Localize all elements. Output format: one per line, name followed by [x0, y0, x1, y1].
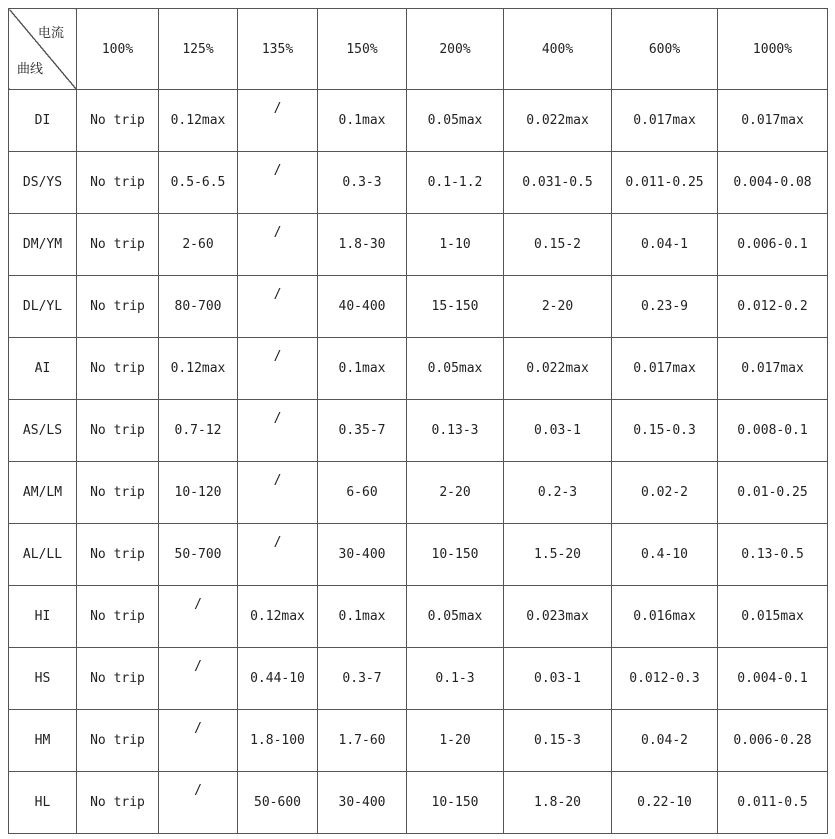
table-cell: 0.012-0.3: [612, 648, 718, 710]
table-row: [9, 276, 828, 338]
table-cell: 0.017max: [612, 90, 718, 152]
curve-label-cell: AS/LS: [9, 400, 77, 462]
table-cell: 0.031-0.5: [504, 152, 612, 214]
table-cell: 0.04-2: [612, 710, 718, 772]
table-cell: [159, 710, 238, 772]
table-cell: 0.05max: [407, 338, 504, 400]
table-row: [9, 90, 828, 152]
not-applicable-mark: /: [194, 783, 202, 798]
not-applicable-mark: /: [273, 473, 282, 488]
table-row: [9, 400, 828, 462]
table-cell: 0.04-1: [612, 214, 718, 276]
not-applicable-mark: /: [194, 659, 202, 674]
table-cell: 2-60: [159, 214, 238, 276]
table-cell: [238, 400, 318, 462]
not-applicable-mark: /: [273, 163, 282, 178]
table-cell: 0.016max: [612, 586, 718, 648]
table-cell: No trip: [77, 400, 159, 462]
table-cell: 1-10: [407, 214, 504, 276]
not-applicable-mark: /: [194, 597, 202, 612]
column-header: 135%: [238, 9, 318, 90]
table-cell: [238, 152, 318, 214]
table-cell: No trip: [77, 338, 159, 400]
table-cell: 10-120: [159, 462, 238, 524]
table-cell: 0.12max: [159, 90, 238, 152]
table-cell: 0.012-0.2: [718, 276, 828, 338]
table-row: [9, 214, 828, 276]
table-cell: 0.022max: [504, 90, 612, 152]
table-cell: 0.15-3: [504, 710, 612, 772]
table-cell: 0.12max: [238, 586, 318, 648]
table-cell: [238, 276, 318, 338]
table-cell: [238, 338, 318, 400]
not-applicable-mark: /: [273, 349, 282, 364]
table-cell: 0.05max: [407, 90, 504, 152]
table-cell: 1-20: [407, 710, 504, 772]
column-header: 400%: [504, 9, 612, 90]
table-cell: No trip: [77, 586, 159, 648]
table-cell: 0.1max: [318, 90, 407, 152]
table-cell: [159, 648, 238, 710]
corner-header-cell: [9, 9, 77, 90]
table-body: [9, 90, 828, 834]
curve-label-cell: DI: [9, 90, 77, 152]
table-cell: [238, 524, 318, 586]
curve-label-cell: HL: [9, 772, 77, 834]
not-applicable-mark: /: [273, 287, 282, 302]
table-cell: 0.006-0.1: [718, 214, 828, 276]
trip-curve-table: [8, 8, 828, 834]
table-cell: 0.1max: [318, 338, 407, 400]
table-cell: [159, 772, 238, 834]
table-cell: 0.01-0.25: [718, 462, 828, 524]
table-cell: 1.5-20: [504, 524, 612, 586]
not-applicable-mark: /: [273, 225, 282, 240]
table-cell: 30-400: [318, 524, 407, 586]
table-cell: 0.15-0.3: [612, 400, 718, 462]
table-cell: 0.004-0.08: [718, 152, 828, 214]
column-header: 125%: [159, 9, 238, 90]
table-cell: 40-400: [318, 276, 407, 338]
table-row: [9, 152, 828, 214]
table-cell: No trip: [77, 462, 159, 524]
table-cell: 0.008-0.1: [718, 400, 828, 462]
table-cell: 0.03-1: [504, 400, 612, 462]
table-cell: 0.1-1.2: [407, 152, 504, 214]
table-cell: 2-20: [407, 462, 504, 524]
table-cell: 50-700: [159, 524, 238, 586]
table-cell: No trip: [77, 710, 159, 772]
table-cell: 0.011-0.25: [612, 152, 718, 214]
table-cell: 80-700: [159, 276, 238, 338]
table-row: [9, 586, 828, 648]
column-header: 150%: [318, 9, 407, 90]
curve-label-cell: AM/LM: [9, 462, 77, 524]
not-applicable-mark: /: [273, 535, 282, 550]
curve-label-cell: DS/YS: [9, 152, 77, 214]
curve-label-cell: AL/LL: [9, 524, 77, 586]
table-cell: 1.7-60: [318, 710, 407, 772]
table-cell: 1.8-30: [318, 214, 407, 276]
table-cell: 0.03-1: [504, 648, 612, 710]
table-cell: 0.004-0.1: [718, 648, 828, 710]
table-row: [9, 710, 828, 772]
table-cell: No trip: [77, 524, 159, 586]
header-row: [9, 9, 828, 90]
table-cell: 10-150: [407, 524, 504, 586]
table-row: [9, 648, 828, 710]
column-header: 1000%: [718, 9, 828, 90]
table-cell: No trip: [77, 214, 159, 276]
curve-label-cell: DM/YM: [9, 214, 77, 276]
table-cell: 0.017max: [612, 338, 718, 400]
curve-label-cell: HS: [9, 648, 77, 710]
table-cell: 0.022max: [504, 338, 612, 400]
column-header: 100%: [77, 9, 159, 90]
curve-label-cell: AI: [9, 338, 77, 400]
table-cell: 0.44-10: [238, 648, 318, 710]
not-applicable-mark: /: [194, 721, 202, 736]
table-cell: No trip: [77, 152, 159, 214]
table-cell: 0.4-10: [612, 524, 718, 586]
curve-label-cell: HM: [9, 710, 77, 772]
corner-current-label: 电流: [37, 26, 64, 41]
table-cell: 0.1-3: [407, 648, 504, 710]
curve-label-cell: HI: [9, 586, 77, 648]
column-header: 200%: [407, 9, 504, 90]
table-cell: 0.35-7: [318, 400, 407, 462]
table-cell: 0.22-10: [612, 772, 718, 834]
table-cell: 0.23-9: [612, 276, 718, 338]
table-cell: 0.02-2: [612, 462, 718, 524]
table-cell: 6-60: [318, 462, 407, 524]
table-cell: 0.05max: [407, 586, 504, 648]
table-cell: 15-150: [407, 276, 504, 338]
curve-label-cell: DL/YL: [9, 276, 77, 338]
corner-curve-label: 曲线: [17, 62, 44, 77]
table-cell: [238, 90, 318, 152]
table-cell: 0.017max: [718, 90, 828, 152]
table-cell: 0.7-12: [159, 400, 238, 462]
table-cell: 0.023max: [504, 586, 612, 648]
table-cell: 0.1max: [318, 586, 407, 648]
table-cell: [238, 462, 318, 524]
table-cell: 2-20: [504, 276, 612, 338]
table-cell: 1.8-100: [238, 710, 318, 772]
not-applicable-mark: /: [273, 411, 282, 426]
table-cell: 0.3-3: [318, 152, 407, 214]
table-cell: 0.15-2: [504, 214, 612, 276]
table-cell: 1.8-20: [504, 772, 612, 834]
table-cell: 0.5-6.5: [159, 152, 238, 214]
table-cell: 50-600: [238, 772, 318, 834]
table-row: [9, 338, 828, 400]
table-cell: No trip: [77, 772, 159, 834]
table-cell: 0.13-3: [407, 400, 504, 462]
table-cell: No trip: [77, 276, 159, 338]
table-row: [9, 524, 828, 586]
table-cell: 30-400: [318, 772, 407, 834]
table-cell: No trip: [77, 90, 159, 152]
table-row: [9, 462, 828, 524]
table-cell: 0.006-0.28: [718, 710, 828, 772]
table-cell: No trip: [77, 648, 159, 710]
table-cell: 0.3-7: [318, 648, 407, 710]
table-cell: 0.13-0.5: [718, 524, 828, 586]
table-cell: 0.015max: [718, 586, 828, 648]
table-cell: 10-150: [407, 772, 504, 834]
table-row: [9, 772, 828, 834]
table-cell: [238, 214, 318, 276]
table-cell: 0.12max: [159, 338, 238, 400]
table-cell: 0.017max: [718, 338, 828, 400]
table-cell: 0.011-0.5: [718, 772, 828, 834]
column-header: 600%: [612, 9, 718, 90]
not-applicable-mark: /: [273, 101, 282, 116]
table-cell: [159, 586, 238, 648]
table-cell: 0.2-3: [504, 462, 612, 524]
